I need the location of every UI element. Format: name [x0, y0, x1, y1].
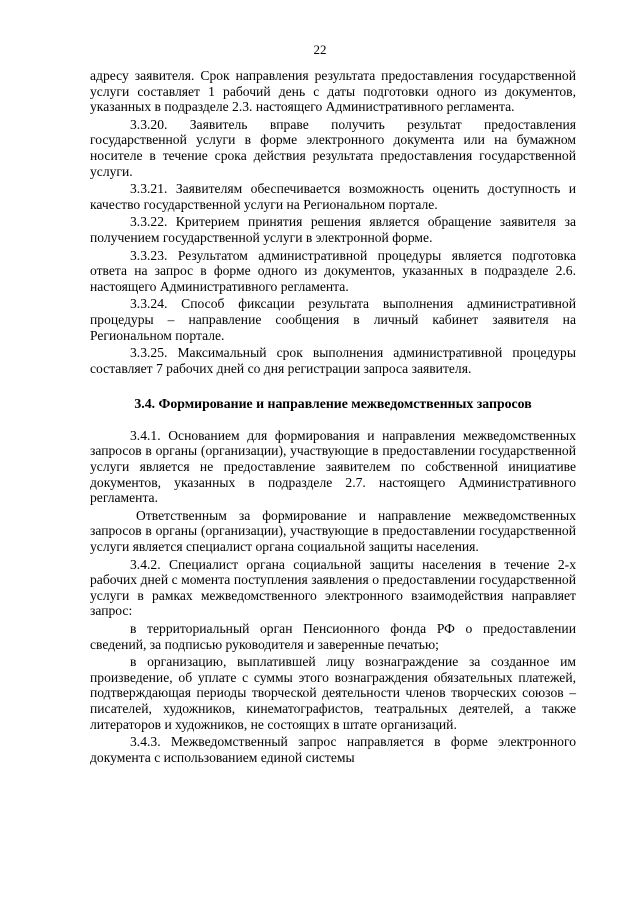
section-heading: 3.4. Формирование и направление межведомственных запросов — [134, 396, 532, 412]
paragraph-3-4-1: 3.4.1. Основанием для формирования и направления межведомственных запросов в органы (организации), участвующие в предоставлении государственной услуги является не предоставление заявителем по собственной инициативе документов, указанных в подразделе 2.7. настоящего Административного регламента. — [90, 427, 576, 506]
paragraph-3-3-21: 3.3.21. Заявителям обеспечивается возможность оценить доступность и качество государственной услуги на Региональном портале. — [90, 181, 576, 212]
paragraph-organization: в организацию, выплатившей лицу вознаграждение за созданное им произведение, об уплате с суммы этого вознаграждения обязательных платежей, подтверждающая периоды творческой деятельности членов творческих союзов – писателей, художников, кинематографистов, театральных деятелей, а также литераторов и художников, не состоящих в штате организаций. — [90, 654, 576, 732]
paragraph-3-3-25: 3.3.25. Максимальный срок выполнения административной процедуры составляет 7 рабочих дней со дня регистрации запроса заявителя. — [90, 345, 576, 376]
paragraph-3-4-3: 3.4.3. Межведомственный запрос направляется в форме электронного документа с использованием единой системы — [90, 734, 576, 765]
paragraph-3-3-23: 3.3.23. Результатом административной процедуры является подготовка ответа на запрос в форме одного из документов, указанных в подразделе 2.6. настоящего Административного регламента. — [90, 247, 576, 294]
paragraph: адресу заявителя. Срок направления результата предоставления государственной услуги составляет 1 рабочий день с даты подготовки одного из документов, указанных в подразделе 2.3. настоящего Административного регламента. — [90, 68, 576, 115]
paragraph-pension-fund: в территориальный орган Пенсионного фонда РФ о предоставлении сведений, за подписью руководителя и заверенные печатью; — [90, 621, 576, 652]
paragraph-3-4-2: 3.4.2. Специалист органа социальной защиты населения в течение 2-х рабочих дней с момента поступления заявления о предоставлении государственной услуги в рамках межведомственного электронного взаимодействия направляет запрос: — [90, 556, 576, 619]
paragraph-3-3-22: 3.3.22. Критерием принятия решения является обращение заявителя за получением государственной услуги в электронной форме. — [90, 214, 576, 245]
paragraph-3-3-20: 3.3.20. Заявитель вправе получить результат предоставления государственной услуги в форме электронного документа или на бумажном носителе в течение срока действия результата предоставления государственной услуги. — [90, 116, 576, 179]
paragraph-responsible: Ответственным за формирование и направление межведомственных запросов в органы (организации), участвующие в предоставлении государственной услуги является специалист органа социальной защиты населения. — [90, 507, 576, 555]
document-body — [90, 68, 576, 767]
page-number: 22 — [313, 42, 327, 57]
paragraph-3-3-24: 3.3.24. Способ фиксации результата выполнения административной процедуры – направление сообщения в личный кабинет заявителя на Региональном портале. — [90, 296, 576, 343]
